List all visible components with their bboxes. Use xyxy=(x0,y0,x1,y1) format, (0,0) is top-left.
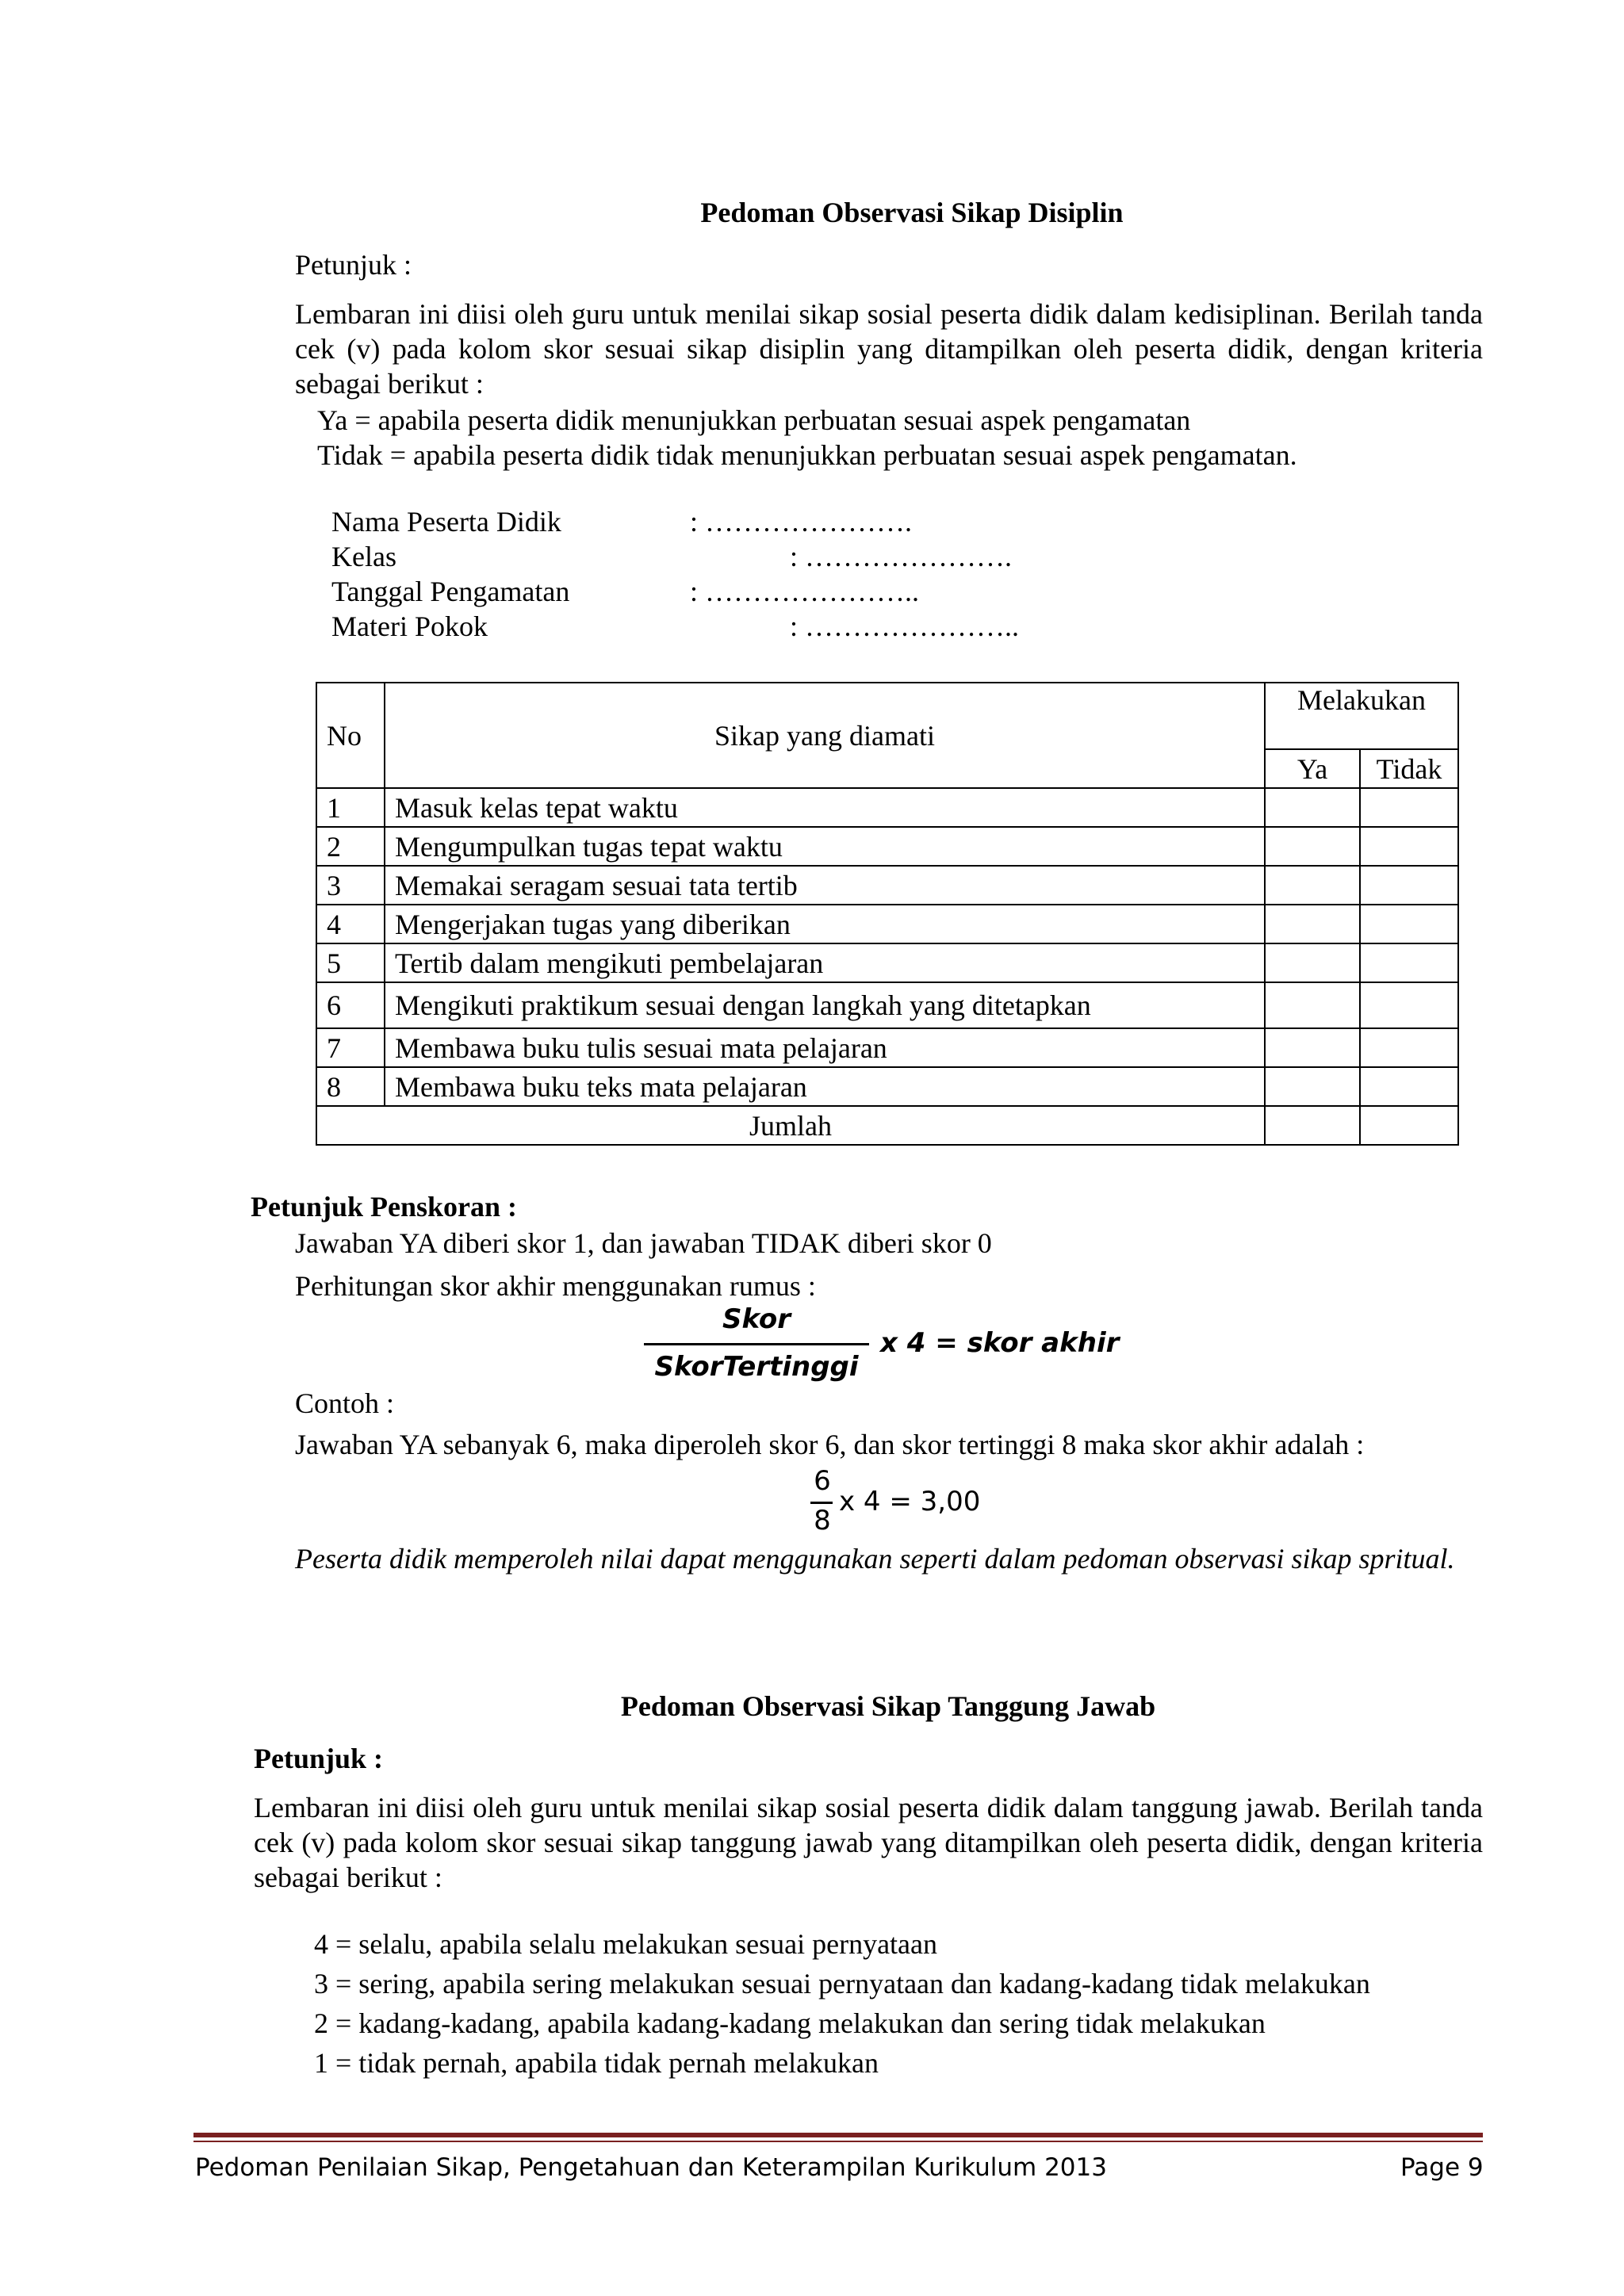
checkbox-tidak[interactable] xyxy=(1360,866,1458,905)
checkbox-ya[interactable] xyxy=(1265,1067,1360,1106)
total-tidak[interactable] xyxy=(1360,1106,1458,1145)
field-value-materi: : ………………….. xyxy=(790,610,1020,642)
field-value-tanggal: : ………………….. xyxy=(690,576,920,607)
field-value-kelas: : …………………. xyxy=(790,541,1013,572)
row-no: 7 xyxy=(316,1028,385,1067)
formula-numerator: Skor xyxy=(722,1303,791,1335)
total-ya[interactable] xyxy=(1265,1106,1360,1145)
formula-denominator: SkorTertinggi xyxy=(654,1351,859,1383)
table-row xyxy=(316,1028,1458,1067)
example-label: Contoh : xyxy=(295,1387,395,1419)
observation-table xyxy=(316,682,1459,1146)
field-value-nama: : …………………. xyxy=(690,506,913,538)
formula-fraction-bar xyxy=(644,1343,869,1345)
checkbox-tidak[interactable] xyxy=(1360,905,1458,943)
section2-title: Pedoman Observasi Sikap Tanggung Jawab xyxy=(620,1690,1156,1722)
row-no: 2 xyxy=(316,827,385,866)
field-label-kelas: Kelas xyxy=(331,541,396,572)
formula-rest: x 4 = skor akhir xyxy=(880,1327,1120,1359)
checkbox-tidak[interactable] xyxy=(1360,788,1458,827)
section1-title: Pedoman Observasi Sikap Disiplin xyxy=(700,197,1124,228)
section2-criteria-2: 2 = kadang-kadang, apabila kadang-kadang melakukan dan sering tidak melakukan xyxy=(314,2007,1266,2039)
checkbox-tidak[interactable] xyxy=(1360,1028,1458,1067)
field-label-materi: Materi Pokok xyxy=(331,610,488,642)
table-row xyxy=(316,905,1458,943)
row-sikap: Tertib dalam mengikuti pembelajaran xyxy=(385,943,1265,982)
section1-criteria-ya: Ya = apabila peserta didik menunjukkan perbuatan sesuai aspek pengamatan xyxy=(317,404,1191,436)
header-no: No xyxy=(316,683,385,788)
example-fraction-bar xyxy=(810,1502,833,1504)
row-sikap: Membawa buku teks mata pelajaran xyxy=(385,1067,1265,1106)
example-denominator: 8 xyxy=(814,1505,831,1536)
section1-instruction-label: Petunjuk : xyxy=(295,249,412,281)
scoring-title: Petunjuk Penskoran : xyxy=(251,1191,518,1223)
footer-rule-thin xyxy=(193,2141,1483,2142)
checkbox-ya[interactable] xyxy=(1265,788,1360,827)
row-sikap: Mengerjakan tugas yang diberikan xyxy=(385,905,1265,943)
row-sikap: Membawa buku tulis sesuai mata pelajaran xyxy=(385,1028,1265,1067)
row-sikap: Memakai seragam sesuai tata tertib xyxy=(385,866,1265,905)
example-numerator: 6 xyxy=(814,1465,831,1497)
header-sikap: Sikap yang diamati xyxy=(385,683,1265,788)
field-label-tanggal: Tanggal Pengamatan xyxy=(331,576,570,607)
row-sikap: Mengumpulkan tugas tepat waktu xyxy=(385,827,1265,866)
row-no: 6 xyxy=(316,982,385,1028)
checkbox-tidak[interactable] xyxy=(1360,982,1458,1028)
section1-criteria-tidak: Tidak = apabila peserta didik tidak menunjukkan perbuatan sesuai aspek pengamatan. xyxy=(317,439,1297,471)
section1-intro: Lembaran ini diisi oleh guru untuk menilai sikap sosial peserta didik dalam kedisiplinan. Berilah tanda cek (v) pada kolom skor sesuai sikap disiplin yang ditampilkan oleh peserta didik, dengan kriteria sebagai berikut : xyxy=(295,298,1483,400)
header-tidak: Tidak xyxy=(1360,749,1458,788)
table-row xyxy=(316,982,1458,1028)
footer-page-number: Page 9 xyxy=(1400,2153,1484,2182)
example-rest: x 4 = 3,00 xyxy=(839,1486,981,1517)
section1-note: Peserta didik memperoleh nilai dapat menggunakan seperti dalam pedoman observasi sikap spritual. xyxy=(295,1543,1455,1575)
table-total-row xyxy=(316,1106,1458,1145)
checkbox-ya[interactable] xyxy=(1265,1028,1360,1067)
table-header-row xyxy=(316,683,1458,749)
checkbox-ya[interactable] xyxy=(1265,943,1360,982)
scoring-line-2: Perhitungan skor akhir menggunakan rumus : xyxy=(295,1270,816,1302)
checkbox-tidak[interactable] xyxy=(1360,943,1458,982)
total-label: Jumlah xyxy=(316,1106,1265,1145)
section2-instruction-label: Petunjuk : xyxy=(254,1743,384,1774)
row-sikap: Masuk kelas tepat waktu xyxy=(385,788,1265,827)
checkbox-ya[interactable] xyxy=(1265,827,1360,866)
table-row xyxy=(316,1067,1458,1106)
example-text: Jawaban YA sebanyak 6, maka diperoleh skor 6, dan skor tertinggi 8 maka skor akhir adalah : xyxy=(295,1429,1365,1460)
row-no: 8 xyxy=(316,1067,385,1106)
row-no: 4 xyxy=(316,905,385,943)
table-row xyxy=(316,788,1458,827)
checkbox-ya[interactable] xyxy=(1265,866,1360,905)
checkbox-ya[interactable] xyxy=(1265,982,1360,1028)
row-no: 3 xyxy=(316,866,385,905)
checkbox-ya[interactable] xyxy=(1265,905,1360,943)
row-sikap: Mengikuti praktikum sesuai dengan langkah yang ditetapkan xyxy=(385,982,1265,1028)
checkbox-tidak[interactable] xyxy=(1360,827,1458,866)
table-row xyxy=(316,866,1458,905)
section2-criteria-4: 4 = selalu, apabila selalu melakukan sesuai pernyataan xyxy=(314,1928,938,1960)
section2-criteria-1: 1 = tidak pernah, apabila tidak pernah melakukan xyxy=(314,2047,879,2079)
header-melakukan: Melakukan xyxy=(1265,683,1458,749)
field-label-nama: Nama Peserta Didik xyxy=(331,506,561,538)
row-no: 1 xyxy=(316,788,385,827)
scoring-line-1: Jawaban YA diberi skor 1, dan jawaban TIDAK diberi skor 0 xyxy=(295,1227,992,1259)
section2-intro: Lembaran ini diisi oleh guru untuk menilai sikap sosial peserta didik dalam tanggung jawab. Berilah tanda cek (v) pada kolom skor sesuai sikap tanggung jawab yang ditampilkan oleh peserta didik, dengan kriteria sebagai berikut : xyxy=(254,1792,1483,1893)
table-row xyxy=(316,943,1458,982)
footer-title: Pedoman Penilaian Sikap, Pengetahuan dan Keterampilan Kurikulum 2013 xyxy=(195,2153,1107,2182)
row-no: 5 xyxy=(316,943,385,982)
footer-rule-thick xyxy=(193,2133,1483,2137)
header-ya: Ya xyxy=(1265,749,1360,788)
table-row xyxy=(316,827,1458,866)
checkbox-tidak[interactable] xyxy=(1360,1067,1458,1106)
section2-criteria-3: 3 = sering, apabila sering melakukan sesuai pernyataan dan kadang-kadang tidak melakukan xyxy=(314,1968,1370,1999)
